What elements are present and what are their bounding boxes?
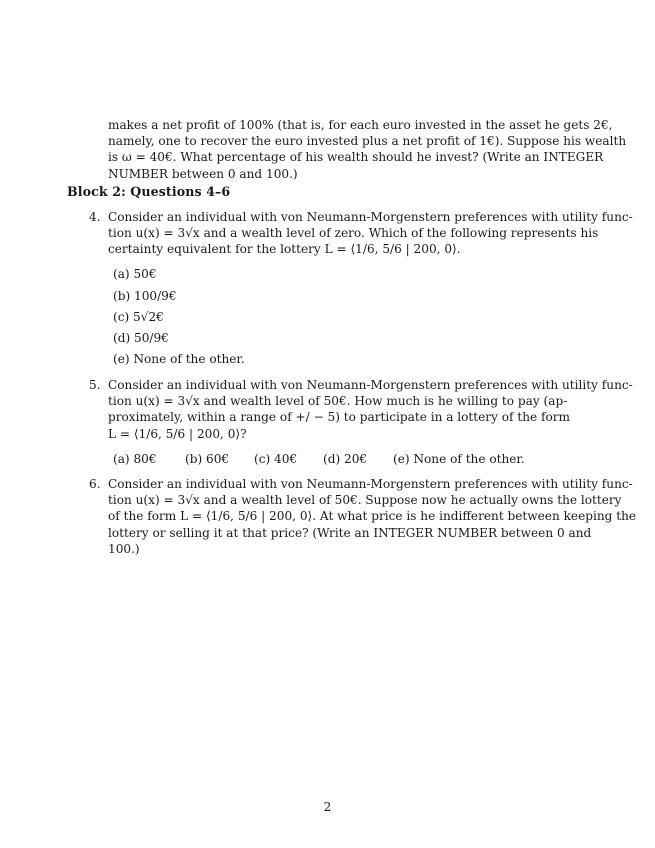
- question-number: 6.: [89, 477, 101, 491]
- text-line: 100.): [108, 541, 140, 556]
- question-number: 5.: [89, 378, 101, 392]
- question-number: 4.: [89, 210, 101, 224]
- text-line: lottery or selling it at that price? (Write an INTEGER NUMBER between 0 and: [108, 525, 592, 540]
- answer-option: (d) 20€: [323, 452, 368, 466]
- answer-option: (e) None of the other.: [393, 452, 525, 466]
- text-line: tion u(x) = 3√x and a wealth level of 50€. Suppose now he actually owns the lottery: [108, 493, 622, 508]
- question-text: [108, 377, 633, 442]
- text-line: makes a net profit of 100% (that is, for each euro invested in the asset he gets 2€,: [108, 118, 613, 132]
- continuation-paragraph: [108, 117, 627, 182]
- text-line: L = ⟨1/6, 5/6 | 200, 0⟩?: [108, 426, 247, 441]
- page-number: 2: [323, 800, 332, 814]
- text-line: tion u(x) = 3√x and a wealth level of zero. Which of the following represents his: [108, 226, 599, 241]
- block-heading: Block 2: Questions 4–6: [67, 184, 231, 199]
- answer-option: (c) 40€: [254, 452, 298, 466]
- text-line: Consider an individual with von Neumann-Morgenstern preferences with utility func-: [108, 210, 633, 224]
- answer-option: (a) 50€: [113, 267, 157, 281]
- question-text: [108, 209, 633, 258]
- text-line: is ω = 40€. What percentage of his wealth should he invest? (Write an INTEGER: [108, 150, 604, 165]
- text-line: tion u(x) = 3√x and wealth level of 50€. How much is he willing to pay (ap-: [108, 394, 568, 409]
- question-text: [108, 476, 637, 557]
- answer-option: (d) 50/9€: [113, 331, 169, 345]
- text-line: NUMBER between 0 and 100.): [108, 166, 298, 181]
- text-line: Consider an individual with von Neumann-Morgenstern preferences with utility func-: [108, 477, 633, 491]
- answer-option: (a) 80€: [113, 452, 157, 466]
- text-line: Consider an individual with von Neumann-Morgenstern preferences with utility func-: [108, 378, 633, 392]
- answer-option: (b) 100/9€: [113, 289, 177, 303]
- text-line: namely, one to recover the euro invested plus a net profit of 1€). Suppose his wealth: [108, 134, 627, 149]
- text-line: of the form L = ⟨1/6, 5/6 | 200, 0⟩. At what price is he indifferent between keeping the: [108, 509, 637, 524]
- answer-option: (b) 60€: [185, 452, 230, 466]
- text-line: proximately, within a range of +/ − 5) to participate in a lottery of the form: [108, 410, 571, 425]
- answer-option: (e) None of the other.: [113, 352, 245, 366]
- text-line: certainty equivalent for the lottery L = ⟨1/6, 5/6 | 200, 0⟩.: [108, 242, 461, 257]
- answer-option: (c) 5√2€: [113, 310, 164, 324]
